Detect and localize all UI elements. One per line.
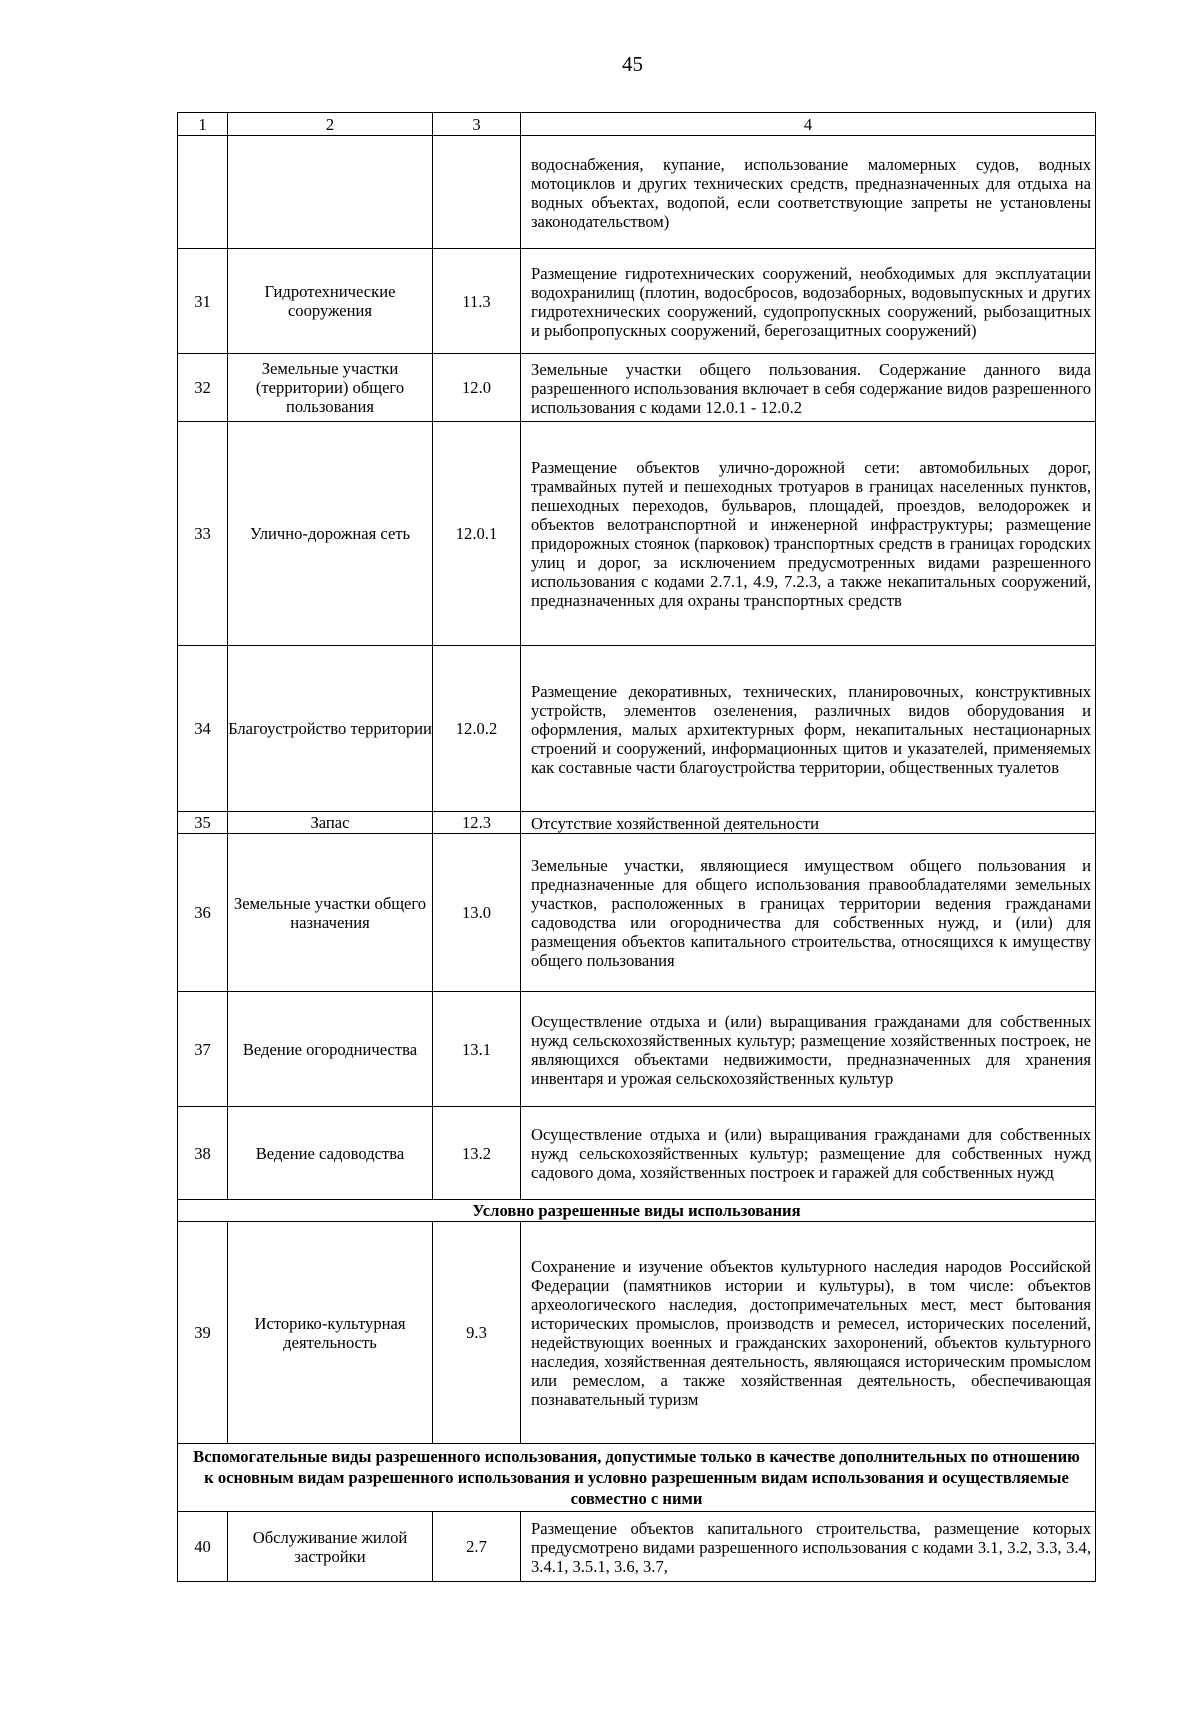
table-row bbox=[178, 646, 1096, 812]
table-row bbox=[178, 812, 1096, 834]
row-code: 13.1 bbox=[433, 992, 521, 1107]
row-desc: Земельные участки, являющиеся имуществом общего пользования и предназначенные для общего использования правообладателями земельных участков, расположенных в границах территории ведения гражданами садоводства или огородничества для собственных нужд, и (или) для размещения объектов капитального строительства, относящихся к имуществу общего пользования bbox=[521, 834, 1096, 992]
header-col-3: 3 bbox=[433, 113, 521, 136]
land-use-table bbox=[177, 112, 1096, 1582]
row-code: 12.0.1 bbox=[433, 422, 521, 646]
row-code: 12.0 bbox=[433, 354, 521, 422]
row-desc: Размещение гидротехнических сооружений, необходимых для эксплуатации водохранилищ (плотин, водосбросов, водозаборных, водовыпускных и других гидротехнических сооружений, судопропускных сооружений, рыбозащитных и рыбопропускных сооружений, берегозащитных сооружений) bbox=[521, 249, 1096, 354]
table-header-row bbox=[178, 113, 1096, 136]
table-row bbox=[178, 834, 1096, 992]
section-row-conditional bbox=[178, 1200, 1096, 1222]
row-desc: Сохранение и изучение объектов культурного наследия народов Российской Федерации (памятников истории и культуры), в том числе: объектов археологического наследия, достопримечательных мест, мест бытования исторических промыслов, производств и ремесел, исторических поселений, недействующих военных и гражданских захоронений, объектов культурного наследия, хозяйственная деятельность, являющаяся историческим промыслом или ремеслом, а также хозяйственная деятельность, обеспечивающая познавательный туризм bbox=[521, 1222, 1096, 1444]
row-desc: водоснабжения, купание, использование маломерных судов, водных мотоциклов и других технических средств, предназначенных для отдыха на водных объектах, водопой, если соответствующие запреты не установлены законодательством) bbox=[521, 136, 1096, 249]
row-name: Благоустройство территории bbox=[228, 646, 433, 812]
table-row bbox=[178, 1512, 1096, 1582]
row-number: 35 bbox=[178, 812, 228, 834]
row-number: 39 bbox=[178, 1222, 228, 1444]
row-desc: Размещение декоративных, технических, планировочных, конструктивных устройств, элементов озеленения, различных видов оборудования и оформления, малых архитектурных форм, некапитальных нестационарных строений и сооружений, информационных щитов и указателей, применяемых как составные части благоустройства территории, общественных туалетов bbox=[521, 646, 1096, 812]
row-name: Земельные участки общего назначения bbox=[228, 834, 433, 992]
header-col-4: 4 bbox=[521, 113, 1096, 136]
row-desc: Размещение объектов капитального строительства, размещение которых предусмотрено видами разрешенного использования с кодами 3.1, 3.2, 3.3, 3.4, 3.4.1, 3.5.1, 3.6, 3.7, bbox=[521, 1512, 1096, 1582]
row-name: Ведение огородничества bbox=[228, 992, 433, 1107]
row-number: 31 bbox=[178, 249, 228, 354]
page-number: 45 bbox=[622, 52, 643, 76]
row-desc: Земельные участки общего пользования. Содержание данного вида разрешенного использования включает в себя содержание видов разрешенного использования с кодами 12.0.1 - 12.0.2 bbox=[521, 354, 1096, 422]
table-row bbox=[178, 422, 1096, 646]
row-number: 37 bbox=[178, 992, 228, 1107]
row-name: Запас bbox=[228, 812, 433, 834]
row-desc: Размещение объектов улично-дорожной сети: автомобильных дорог, трамвайных путей и пешеходных тротуаров в границах населенных пунктов, пешеходных переходов, бульваров, площадей, проездов, велодорожек и объектов велотранспортной и инженерной инфраструктуры; размещение придорожных стоянок (парковок) транспортных средств в границах городских улиц и дорог, за исключением предусмотренных видами разрешенного использования с кодами 2.7.1, 4.9, 7.2.3, а также некапитальных сооружений, предназначенных для охраны транспортных средств bbox=[521, 422, 1096, 646]
row-name: Земельные участки (территории) общего пользования bbox=[228, 354, 433, 422]
row-desc: Осуществление отдыха и (или) выращивания гражданами для собственных нужд сельскохозяйственных культур; размещение для собственных нужд садового дома, хозяйственных построек и гаражей для собственных нужд bbox=[521, 1107, 1096, 1200]
header-col-2: 2 bbox=[228, 113, 433, 136]
row-name: Историко-культурная деятельность bbox=[228, 1222, 433, 1444]
row-code: 12.3 bbox=[433, 812, 521, 834]
header-col-1: 1 bbox=[178, 113, 228, 136]
row-number: 34 bbox=[178, 646, 228, 812]
row-name: Обслуживание жилой застройки bbox=[228, 1512, 433, 1582]
row-code: 13.0 bbox=[433, 834, 521, 992]
row-desc: Осуществление отдыха и (или) выращивания гражданами для собственных нужд сельскохозяйственных культур; размещение хозяйственных построек, не являющихся объектами недвижимости, предназначенных для хранения инвентаря и урожая сельскохозяйственных культур bbox=[521, 992, 1096, 1107]
row-name: Ведение садоводства bbox=[228, 1107, 433, 1200]
row-number: 33 bbox=[178, 422, 228, 646]
row-number: 40 bbox=[178, 1512, 228, 1582]
table-row bbox=[178, 1222, 1096, 1444]
section-heading: Вспомогательные виды разрешенного использования, допустимые только в качестве дополнительных по отношению к основным видам разрешенного использования и условно разрешенным видам использования и осуществляемые совместно с ними bbox=[178, 1444, 1096, 1512]
table-row-continuation bbox=[178, 136, 1096, 249]
row-code: 13.2 bbox=[433, 1107, 521, 1200]
row-number: 36 bbox=[178, 834, 228, 992]
row-name: Улично-дорожная сеть bbox=[228, 422, 433, 646]
row-number: 38 bbox=[178, 1107, 228, 1200]
row-code: 12.0.2 bbox=[433, 646, 521, 812]
row-name: Гидротехнические сооружения bbox=[228, 249, 433, 354]
section-heading: Условно разрешенные виды использования bbox=[178, 1200, 1096, 1222]
section-row-auxiliary bbox=[178, 1444, 1096, 1512]
table-row bbox=[178, 249, 1096, 354]
row-code: 11.3 bbox=[433, 249, 521, 354]
row-number: 32 bbox=[178, 354, 228, 422]
row-desc: Отсутствие хозяйственной деятельности bbox=[521, 812, 1096, 834]
table-row bbox=[178, 992, 1096, 1107]
table-row bbox=[178, 354, 1096, 422]
row-code: 2.7 bbox=[433, 1512, 521, 1582]
table-row bbox=[178, 1107, 1096, 1200]
row-code: 9.3 bbox=[433, 1222, 521, 1444]
